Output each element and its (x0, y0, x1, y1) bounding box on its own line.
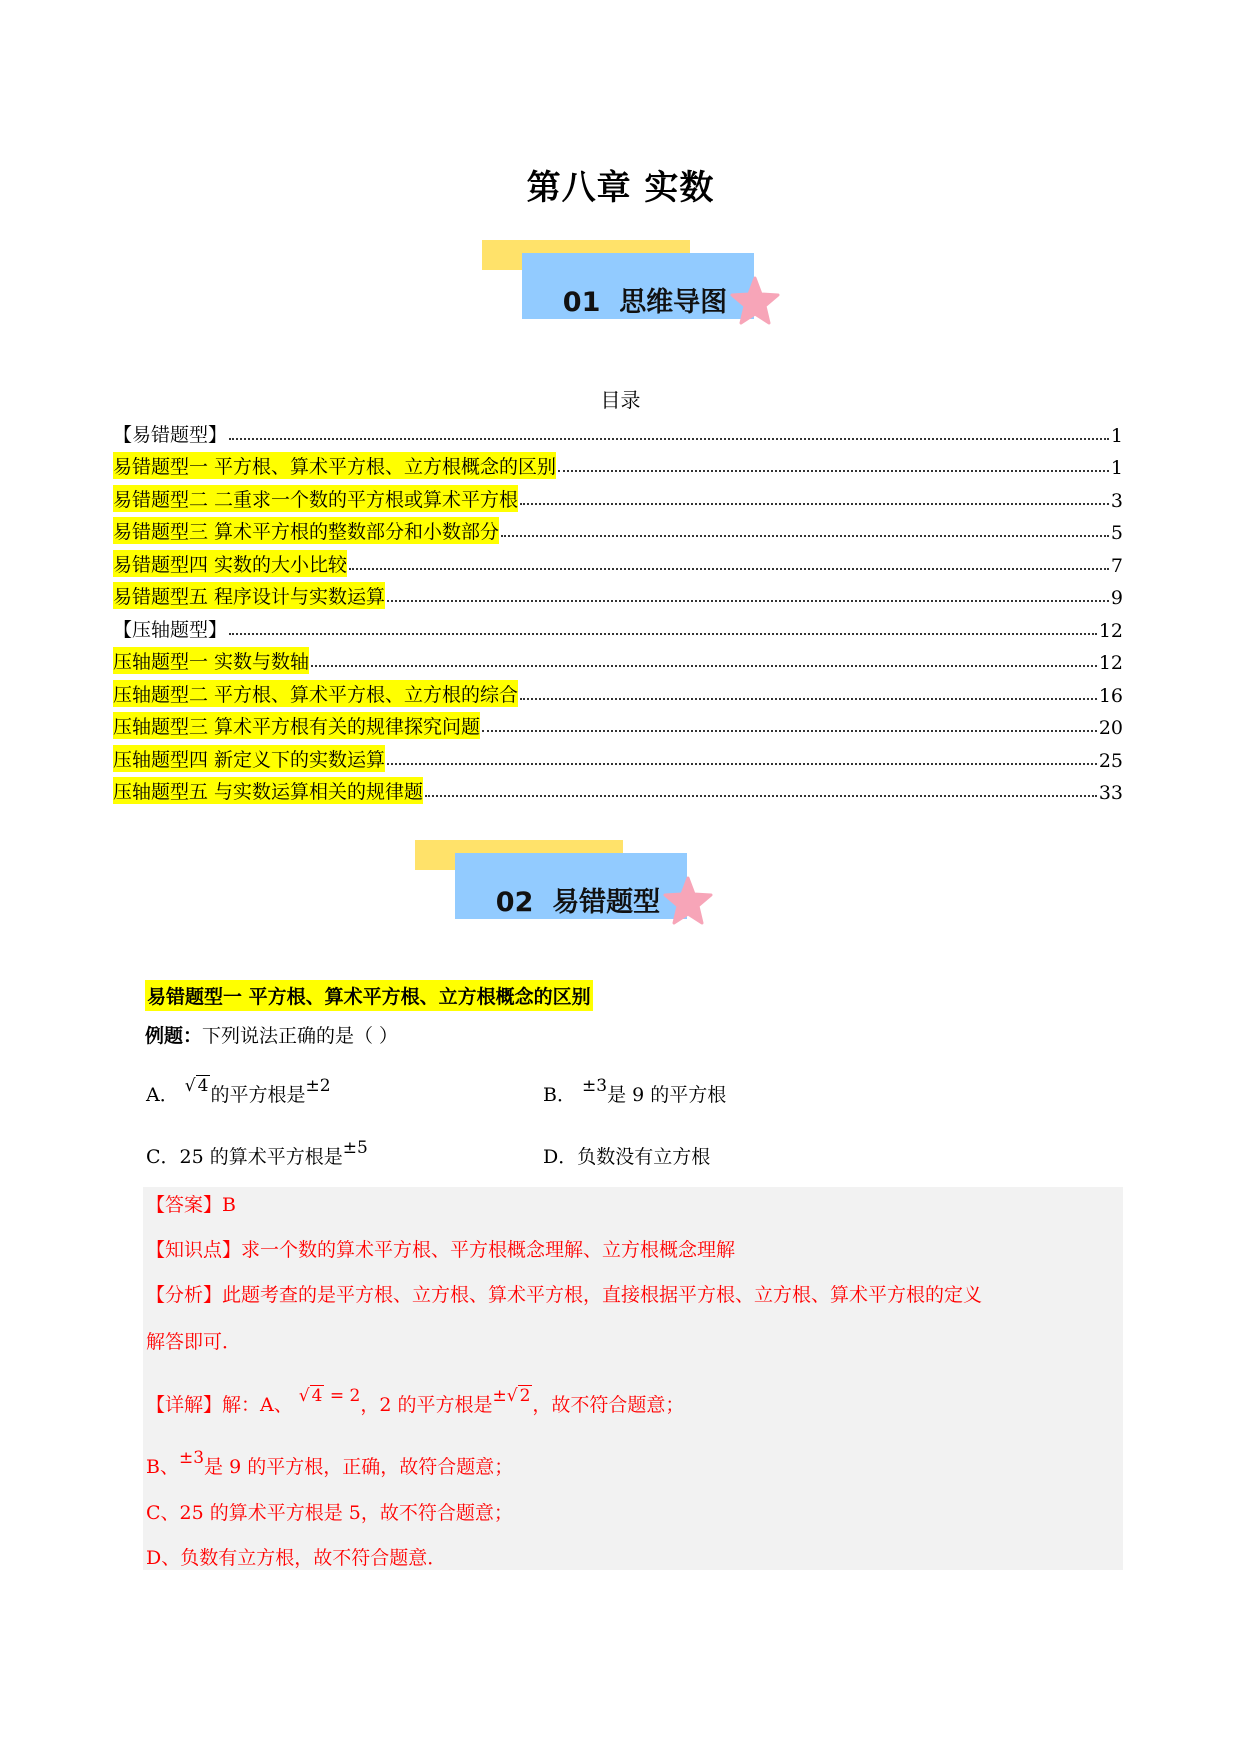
toc-entry-label: 【压轴题型】 (113, 618, 228, 641)
table-of-contents (113, 414, 1123, 804)
toc-entry-page: 12 (1098, 652, 1123, 674)
toc-entry[interactable] (113, 447, 1123, 480)
analysis-line: 【分析】此题考查的是平方根、立方根、算术平方根，直接根据平方根、立方根、算术平方根的定义 (146, 1284, 983, 1306)
section-banner-error-prone (415, 840, 715, 935)
toc-entry-page: 9 (1110, 587, 1123, 609)
toc-entry-page: 7 (1110, 554, 1123, 577)
detail-line-b: B、±3是 9 的平方根，正确，故符合题意； (146, 1448, 514, 1478)
toc-entry-page: 1 (1110, 457, 1123, 479)
toc-leader-dots (558, 470, 1109, 472)
toc-entry-page: 5 (1110, 522, 1123, 544)
analysis-line-2: 解答即可． (146, 1331, 242, 1353)
knowledge-line: 【知识点】求一个数的算术平方根、平方根概念理解、立方根概念理解 (146, 1239, 736, 1261)
toc-leader-dots (387, 763, 1097, 765)
toc-leader-dots (229, 438, 1109, 440)
toc-entry[interactable] (113, 674, 1123, 707)
answer-line: 【答案】B (146, 1194, 236, 1216)
toc-entry-page: 3 (1110, 489, 1123, 512)
toc-entry-label: 压轴题型三 算术平方根有关的规律探究问题 (113, 712, 480, 739)
toc-title: 目录 (600, 388, 641, 412)
section-title: 01 思维导图 (562, 287, 728, 318)
example-prefix: 例题： (145, 1025, 203, 1047)
section-banner-mindmap (482, 240, 782, 335)
toc-entry-label: 易错题型一 平方根、算术平方根、立方根概念的区别 (113, 452, 556, 479)
toc-leader-dots (520, 698, 1097, 700)
toc-entry-label: 压轴题型一 实数与数轴 (113, 647, 309, 674)
toc-entry[interactable] (113, 772, 1123, 805)
toc-entry-page: 1 (1110, 424, 1123, 447)
toc-entry-page: 25 (1098, 749, 1123, 772)
toc-entry-label: 压轴题型二 平方根、算术平方根、立方根的综合 (113, 680, 518, 707)
toc-entry-label: 易错题型五 程序设计与实数运算 (113, 582, 385, 609)
example-text: 下列说法正确的是（ ） (202, 1025, 399, 1047)
toc-entry-label: 压轴题型五 与实数运算相关的规律题 (113, 777, 423, 804)
chapter-title: 第八章 实数 (526, 168, 715, 208)
toc-entry-page: 16 (1098, 684, 1123, 707)
example-question (145, 1021, 398, 1048)
toc-entry[interactable] (113, 739, 1123, 772)
subheading: 易错题型一 平方根、算术平方根、立方根概念的区别 (145, 980, 593, 1011)
toc-leader-dots (229, 633, 1097, 635)
toc-entry-label: 压轴题型四 新定义下的实数运算 (113, 745, 385, 772)
section-title: 02 易错题型 (495, 887, 661, 918)
radicand: 4 (197, 1076, 209, 1096)
toc-leader-dots (482, 730, 1097, 732)
detail-line-c: C、25 的算术平方根是 5，故不符合题意； (146, 1502, 513, 1524)
toc-leader-dots (311, 665, 1097, 667)
toc-entry[interactable] (113, 642, 1123, 675)
toc-entry[interactable] (113, 609, 1123, 642)
option-c: C．25 的算术平方根是±5 (146, 1138, 368, 1168)
toc-entry-page: 12 (1098, 619, 1123, 642)
toc-entry-page: 20 (1098, 717, 1123, 739)
toc-entry-page: 33 (1098, 782, 1123, 804)
option-b: B． ±3是 9 的平方根 (543, 1076, 727, 1106)
toc-leader-dots (349, 568, 1109, 570)
toc-leader-dots (425, 795, 1097, 797)
toc-entry-label: 易错题型四 实数的大小比较 (113, 550, 347, 577)
toc-entry[interactable] (113, 707, 1123, 740)
toc-entry[interactable] (113, 512, 1123, 545)
toc-entry-label: 【易错题型】 (113, 423, 228, 446)
toc-leader-dots (501, 535, 1109, 537)
toc-entry[interactable] (113, 479, 1123, 512)
option-a: A． √ 4 的平方根是±2 (146, 1076, 331, 1106)
toc-entry-label: 易错题型二 二重求一个数的平方根或算术平方根 (113, 485, 518, 512)
toc-leader-dots (520, 503, 1109, 505)
toc-entry[interactable] (113, 544, 1123, 577)
toc-entry[interactable] (113, 577, 1123, 610)
detail-line-d: D、负数有立方根，故不符合题意． (146, 1547, 447, 1569)
option-d: D．负数没有立方根 (543, 1146, 711, 1168)
toc-leader-dots (387, 600, 1109, 602)
toc-entry-label: 易错题型三 算术平方根的整数部分和小数部分 (113, 517, 499, 544)
toc-entry[interactable] (113, 414, 1123, 447)
detail-line-a: 【详解】解：A、 √ 4 = 2，2 的平方根是±√ 2 ，故不符合题意； (146, 1386, 685, 1416)
